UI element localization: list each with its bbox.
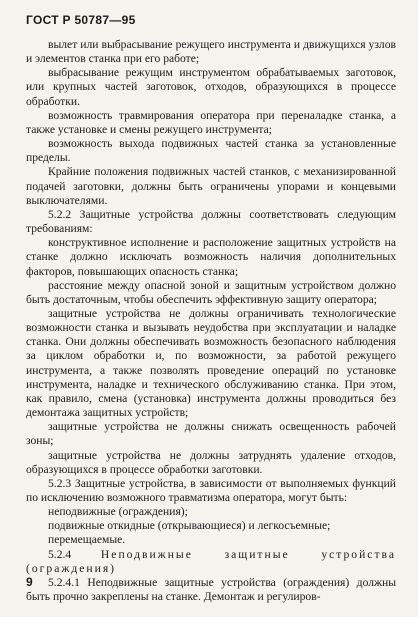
paragraph: 5.2.2 Защитные устройства должны соответствовать следующим требованиям: (26, 207, 396, 236)
paragraph: неподвижные (ограждения); (48, 505, 188, 519)
paragraph: подвижные откидные (открывающиеся) и легкосъемные; (48, 519, 331, 533)
subsection-number: 5.2.4 (48, 547, 72, 561)
paragraph: Крайние положения подвижных частей станков, с механизированной подачей заготовки, должны быть ограничены упорами и концевыми выключателями. (26, 165, 396, 207)
paragraph: возможность выхода подвижных частей станка за установленные пределы. (26, 137, 396, 165)
paragraph: защитные устройства не должны ограничивать технологические возможности станка и вызывать неудобства при эксплуатации и наладке станка. Они должны обеспечивать возможность безопасного наблюдения за циклом обработки и, по возможности, за работой режущего инструмента, а также позволять проведение операций по установке инструмента, наладке и технического обслуживанию станка. При этом, как правило, смена (установка) инструмента должны проводиться без демонтажа защитных устройств; (26, 306, 396, 420)
paragraph: защитные устройства не должны затруднять удаление отходов, образующихся в процессе обработки заготовки. (26, 448, 396, 476)
running-header: ГОСТ Р 50787—95 (26, 13, 136, 27)
paragraph: перемещаемые. (48, 533, 126, 547)
subsection-title: Неподвижные защитные устройства (ограждения) (26, 547, 396, 575)
paragraph: 5.2.4.1 Неподвижные защитные устройства (ограждения) должны быть прочно закреплены на станке. Демонтаж и регулиров- (26, 575, 396, 604)
paragraph: конструктивное исполнение и расположение защитных устройств на станке должно исключать возможность наличия дополнительных факторов, повышающих опасность станка; (26, 236, 396, 278)
subsection-heading (26, 548, 396, 576)
paragraph: возможность травмирования оператора при переналадке станка, а также установке и смены режущего инструмента; (26, 108, 396, 136)
body-text (26, 38, 396, 604)
paragraph: вылет или выбрасывание режущего инструмента и движущихся узлов и элементов станка при его работе; (26, 38, 396, 66)
paragraph: 5.2.3 Защитные устройства, в зависимости от выполняемых функций по исключению возможного травматизма оператора, могут быть: (26, 476, 396, 504)
paragraph: защитные устройства не должны снижать освещенность рабочей зоны; (26, 420, 396, 448)
page-number: 9 (26, 575, 33, 589)
paragraph: расстояние между опасной зоной и защитным устройством должно быть достаточным, чтобы обеспечить эффективную защиту оператора; (26, 278, 396, 306)
paragraph: выбрасывание режущим инструментом обрабатываемых заготовок, или крупных частей заготовок, отходов, образующихся в процессе обработки. (26, 66, 396, 108)
